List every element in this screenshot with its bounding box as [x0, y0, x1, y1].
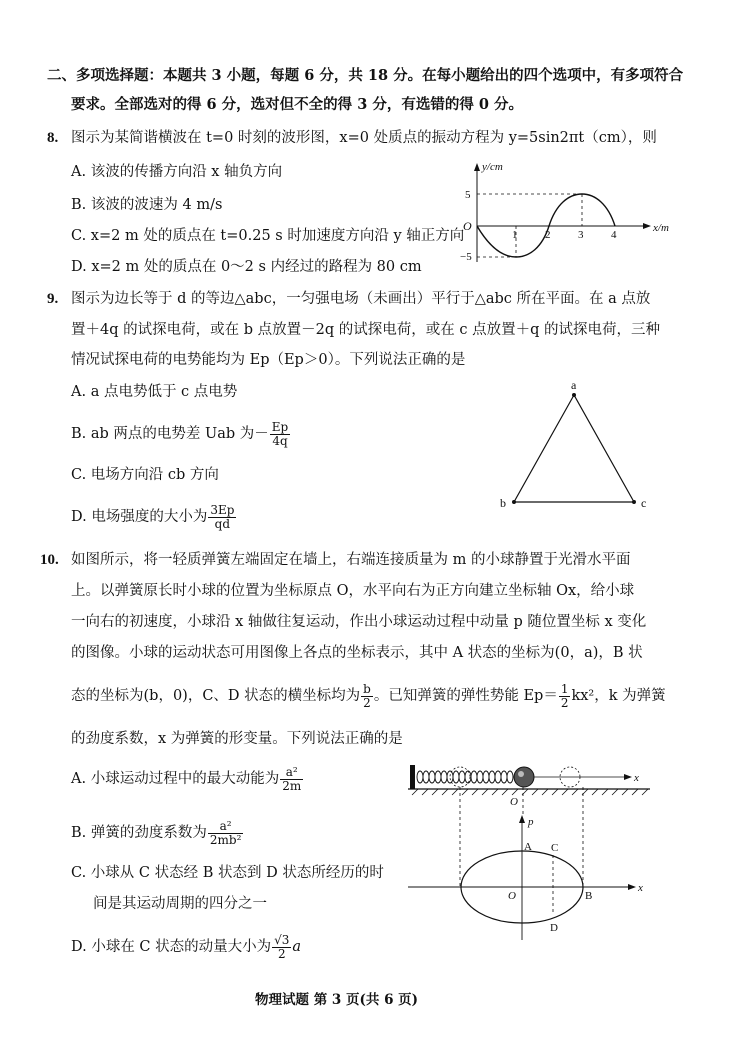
q10-option-d-post: a [292, 939, 302, 956]
q10-line5-frac2-num: 1 [560, 682, 569, 696]
q8-option-c: C. x=2 m 处的质点在 t=0.25 s 时加速度方向沿 y 轴正方向 [71, 228, 465, 244]
q10-wall [410, 765, 415, 789]
q8-option-a: A. 该波的传播方向沿 x 轴负方向 [71, 164, 283, 180]
page-footer: 物理试题 第 3 页(共 6 页) [255, 992, 419, 1008]
q10-line5-post: kx²，k 为弹簧 [571, 688, 666, 705]
q8-number: 8. [47, 130, 59, 146]
q8-option-d: D. x=2 m 处的质点在 0～2 s 内经过的路程为 80 cm [71, 259, 422, 275]
q10-fig-x-top: x [634, 772, 639, 784]
q8-graph-xtick-4: 4 [611, 229, 617, 241]
q8-graph-ytick-neg5: −5 [460, 251, 472, 263]
q10-line5-mid: 。已知弹簧的弹性势能 Ep＝ [373, 688, 558, 705]
q10-fig-p-label: p [528, 816, 534, 828]
q8-wave-graph [460, 158, 670, 270]
q9-option-b [71, 421, 291, 447]
q9-triangle-figure [490, 380, 660, 515]
q10-line5 [71, 683, 666, 709]
q10-fig-C: C [551, 842, 559, 854]
q8-graph-ylabel: y/cm [482, 161, 503, 173]
q10-option-b-den: 2mb² [209, 832, 242, 847]
q10-option-a-text: A. 小球运动过程中的最大动能为 [71, 771, 280, 788]
q10-line4: 的图像。小球的运动状态可用图像上各点的坐标表示，其中 A 状态的坐标为(0，a)，B 状 [71, 645, 643, 661]
q10-option-d-den: 2 [277, 946, 286, 961]
q10-line6: 的劲度系数，x 为弹簧的形变量。下列说法正确的是 [71, 731, 403, 747]
q10-line5-frac1-den: 2 [363, 695, 371, 710]
q10-line3: 一向右的初速度，小球沿 x 轴做往复运动，作出小球运动过程中动量 p 随位置坐标 x 变化 [71, 614, 647, 630]
q10-fig-O: O [508, 890, 516, 902]
q9-number: 9. [47, 291, 59, 307]
q9-label-a: a [571, 378, 577, 392]
q8-graph-xtick-1: 1 [512, 229, 518, 241]
q10-line2: 上。以弹簧原长时小球的位置为坐标原点 O，水平向右为正方向建立坐标轴 Ox，给小球 [71, 583, 635, 599]
q8-graph-xtick-2: 2 [545, 229, 551, 241]
q10-option-c-line2: 间是其运动周期的四分之一 [93, 896, 267, 912]
q10-option-b-text: B. 弹簧的劲度系数为 [71, 825, 207, 842]
q10-spring [417, 771, 513, 783]
q10-line5-pre: 态的坐标为(b，0)，C、D 状态的横坐标均为 [71, 688, 361, 705]
q8-stem: 图示为某简谐横波在 t=0 时刻的波形图，x=0 处质点的振动方程为 y=5sin2πt（cm），则 [71, 130, 657, 146]
q9-line1: 图示为边长等于 d 的等边△abc，一匀强电场（未画出）平行于△abc 所在平面。在 a 点放 [71, 291, 651, 307]
q8-option-b: B. 该波的波速为 4 m/s [71, 197, 223, 213]
q9-label-c: c [641, 496, 647, 510]
q10-fig-B: B [585, 890, 593, 902]
q10-line5-frac2-den: 2 [560, 695, 569, 710]
section-header-line2: 要求。全部选对的得 6 分，选对但不全的得 3 分，有选错的得 0 分。 [71, 96, 524, 113]
q10-number: 10. [40, 552, 59, 568]
q9-line2: 置＋4q 的试探电荷，或在 b 点放置－2q 的试探电荷，或在 c 点放置＋q 的试探电荷，三种 [71, 322, 660, 338]
q10-option-d-text: D. 小球在 C 状态的动量大小为 [71, 939, 272, 956]
q10-line5-frac2 [559, 683, 571, 709]
q10-option-a [71, 766, 304, 792]
q9-option-a: A. a 点电势低于 c 点电势 [71, 384, 238, 400]
q10-line5-frac1-num: b [363, 682, 371, 696]
q10-fig-D: D [550, 922, 558, 934]
q10-spring-phase-figure [398, 755, 658, 945]
q9-option-b-fraction [270, 421, 290, 447]
q10-option-a-den: 2m [282, 778, 302, 793]
q8-graph-xlabel: x/m [653, 222, 669, 234]
q10-option-d-num: √3 [274, 933, 290, 947]
q10-line5-frac1 [361, 683, 373, 709]
q9-option-d-fraction [208, 504, 236, 530]
q10-option-b-fraction [208, 820, 244, 846]
q8-graph-origin: O [463, 219, 472, 233]
q10-ball [514, 767, 534, 787]
q10-fig-x-label: x [638, 882, 643, 894]
section-header-line1: 二、多项选择题：本题共 3 小题，每题 6 分，共 18 分。在每小题给出的四个选项中，有多项符合 [47, 67, 684, 84]
q10-option-b [71, 820, 244, 846]
q10-option-a-fraction [280, 766, 303, 792]
q10-option-d-fraction [272, 934, 291, 960]
q10-option-a-num: a² [280, 766, 303, 780]
q9-line3: 情况试探电荷的电势能均为 Ep（Ep＞0）。下列说法正确的是 [71, 352, 466, 368]
q9-option-b-den: 4q [272, 433, 288, 448]
q9-option-d-text: D. 电场强度的大小为 [71, 509, 208, 526]
q9-option-b-num: Ep [271, 420, 289, 434]
q9-option-d [71, 504, 237, 530]
q9-option-d-den: qd [214, 516, 231, 531]
q8-graph-xtick-3: 3 [578, 229, 584, 241]
q9-option-d-num: 3Ep [210, 503, 235, 517]
q9-label-b: b [500, 496, 506, 510]
q9-option-b-text: B. ab 两点的电势差 Uab 为－ [71, 426, 269, 443]
q9-option-c: C. 电场方向沿 cb 方向 [71, 467, 219, 483]
q10-option-c-line1: C. 小球从 C 状态经 B 状态到 D 状态所经历的时 [71, 865, 384, 881]
q10-fig-O-top: O [510, 796, 518, 808]
q10-line1: 如图所示，将一轻质弹簧左端固定在墙上，右端连接质量为 m 的小球静置于光滑水平面 [71, 552, 631, 568]
q10-fig-A: A [524, 841, 532, 853]
q8-graph-ytick-5: 5 [465, 189, 471, 201]
q10-option-b-num: a² [208, 820, 244, 834]
q10-option-d [71, 934, 301, 960]
